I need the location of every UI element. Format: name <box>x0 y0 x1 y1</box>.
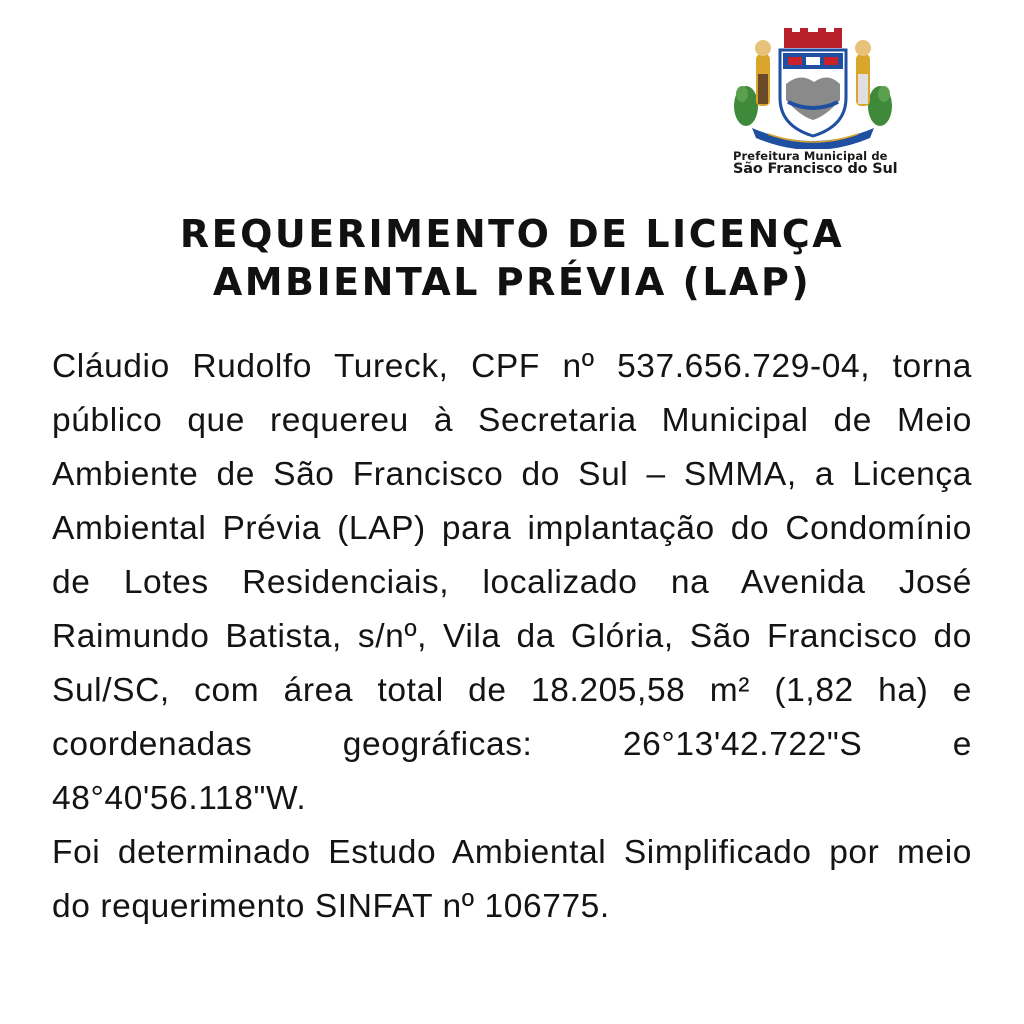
logo-caption-line1: Prefeitura Municipal de <box>733 149 888 163</box>
notice-paragraph-1: Cláudio Rudolfo Tureck, CPF nº 537.656.729-04, torna público que requereu à Secretaria Municipal de Meio Ambiente de São Francisco do Sul – SMMA, a Licença Ambiental Prévia (LAP) para implantação do Condomínio de Lotes Residenciais, localizado na Avenida José Raimundo Batista, s/nº, Vila da Glória, São Francisco do Sul/SC, com área total de 18.205,58 m² (1,82 ha) e coordenadas geográficas: 26°13'42.722"S e 48°40'56.118"W. <box>52 348 972 817</box>
notice-body <box>52 340 972 934</box>
logo-caption-line2: São Francisco do Sul <box>733 161 898 178</box>
title-line2: AMBIENTAL PRÉVIA (LAP) <box>212 260 812 304</box>
logo-caption <box>733 150 903 177</box>
title-line1: REQUERIMENTO DE LICENÇA <box>179 212 845 256</box>
coat-of-arms-icon <box>722 24 904 149</box>
notice-paragraph-2: Foi determinado Estudo Ambiental Simplificado por meio do requerimento SINFAT nº 106775. <box>52 834 972 925</box>
document-title <box>0 210 1024 306</box>
